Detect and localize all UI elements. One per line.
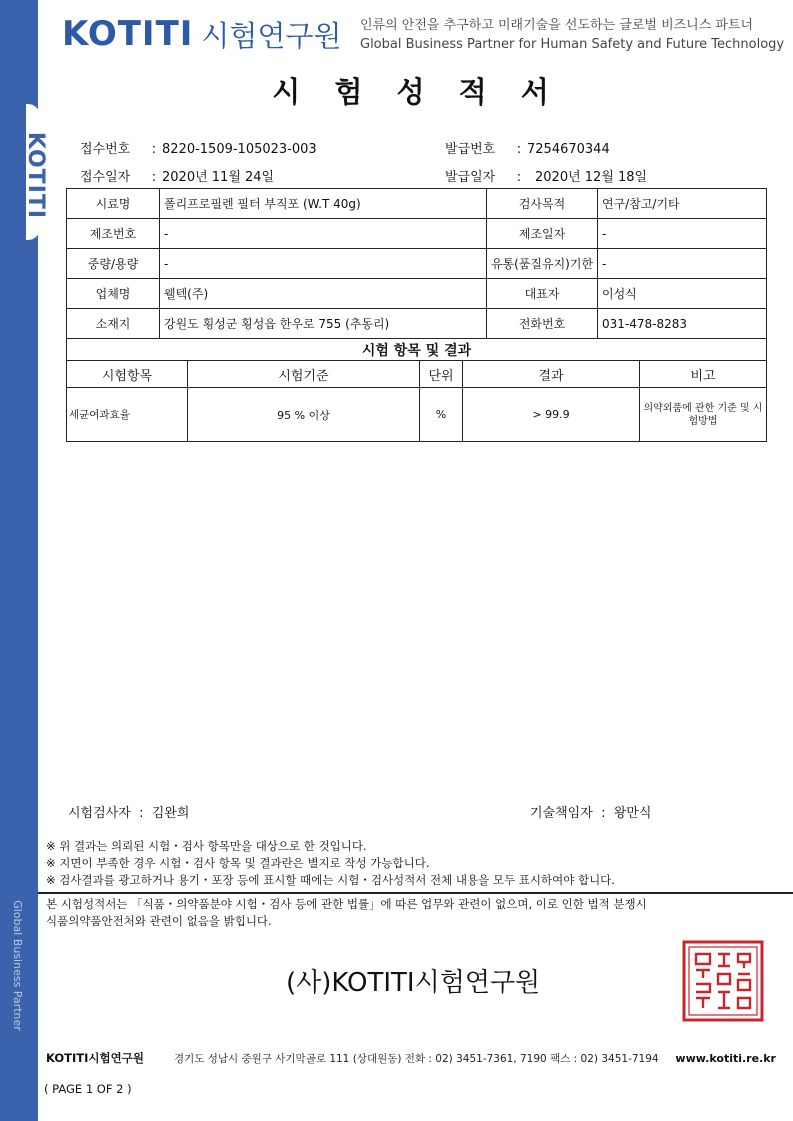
tagline-en: Global Business Partner for Human Safety and Future Technology: [360, 37, 785, 52]
address-label: 소재지: [67, 309, 160, 339]
note-2: ※ 지면이 부족한 경우 시험・검사 항목 및 결과란은 별지로 작성 가능합니다.: [46, 856, 430, 870]
company-label: 업체명: [67, 279, 160, 309]
expiry-value: -: [598, 249, 766, 279]
results-header-item: 시험항목: [67, 361, 188, 388]
result-remark: 의약외품에 관한 기준 및 시험방법: [643, 402, 763, 427]
footer-org-name: KOTITI시험연구원: [46, 1051, 144, 1065]
mfg-date-label: 제조일자: [487, 219, 598, 249]
result-unit: %: [420, 388, 463, 441]
address-value: 강원도 횡성군 횡성읍 한우로 755 (추동리): [160, 309, 487, 339]
law-line-1: 본 시험성적서는 「식품・의약품분야 시험・검사 등에 관한 법률」에 따른 업무와 관련이 없으며, 이로 인한 법적 분쟁시: [46, 897, 647, 911]
tagline-ko: 인류의 안전을 추구하고 미래기술을 선도하는 글로벌 비즈니스 파트너: [360, 18, 754, 33]
mfg-date: -: [598, 219, 766, 249]
footer-website-link[interactable]: www.kotiti.re.kr: [675, 1051, 776, 1065]
note-3: ※ 검사결과를 광고하거나 용기・포장 등에 표시할 때에는 시험・검사성적서 전체 내용을 모두 표시하여야 합니다.: [46, 873, 615, 887]
receipt-number: 접수번호 : 8220-1509-105023-003: [80, 142, 317, 157]
footer-address: 경기도 성남시 중원구 사기막골로 111 (상대원동) 전화 : 02) 3451-7361, 7190 팩스 : 02) 3451-7194: [173, 1052, 659, 1065]
company-value: 웰텍(주): [160, 279, 487, 309]
header-tagline: [360, 16, 784, 54]
expiry-label: 유통(품질유지)기한: [487, 249, 598, 279]
document-title: 시 험 성 적 서: [272, 75, 561, 109]
logo-en: KOTITI: [62, 14, 194, 54]
side-vertical-text: Global Business Partner: [10, 899, 24, 1031]
tech-manager-signature: 기술책임자 : 왕만식: [530, 806, 652, 821]
results-header-remark: 비고: [640, 361, 766, 388]
official-seal-icon: [682, 940, 764, 1022]
sample-name: 폴리프로필렌 필터 부직포 (W.T 40g): [160, 189, 487, 219]
result-standard: 95 % 이상: [188, 388, 420, 441]
weight-label: 중량/용량: [67, 249, 160, 279]
page-indicator: ( PAGE 1 OF 2 ): [44, 1082, 132, 1096]
phone-label: 전화번호: [487, 309, 598, 339]
result-item: 세균여과효율: [67, 388, 188, 441]
weight-value: -: [160, 249, 487, 279]
footer: [46, 1050, 776, 1066]
sample-table: [66, 188, 767, 442]
tester-signature: 시험검사자 : 김완희: [68, 806, 190, 821]
result-value: > 99.9: [463, 388, 640, 441]
results-header-result: 결과: [463, 361, 640, 388]
results-section-title: 시험 항목 및 결과: [67, 339, 766, 361]
purpose-value: 연구/참고/기타: [598, 189, 766, 219]
phone-value: 031-478-8283: [598, 309, 766, 339]
purpose-label: 검사목적: [487, 189, 598, 219]
law-line-2: 식품의약품안전처와 관련이 없음을 밝힙니다.: [46, 914, 272, 928]
mfg-no: -: [160, 219, 487, 249]
results-header-unit: 단위: [420, 361, 463, 388]
header-logo: [62, 14, 342, 54]
representative-label: 대표자: [487, 279, 598, 309]
logo-ko: 시험연구원: [201, 18, 342, 53]
results-header-standard: 시험기준: [188, 361, 420, 388]
notes: [46, 838, 615, 889]
note-1: ※ 위 결과는 의뢰된 시험・검사 항목만을 대상으로 한 것입니다.: [46, 839, 367, 853]
mfg-no-label: 제조번호: [67, 219, 160, 249]
issue-date: 발급일자 : 2020년 12월 18일: [445, 170, 648, 185]
side-logo: KOTITI: [23, 131, 49, 219]
divider: [38, 892, 793, 894]
receipt-date: 접수일자 : 2020년 11월 24일: [80, 170, 275, 185]
issue-number: 발급번호 : 7254670344: [445, 142, 610, 157]
representative-value: 이성식: [598, 279, 766, 309]
issuer-name: (사)KOTITI시험연구원: [286, 968, 541, 998]
law-disclaimer: [46, 896, 647, 930]
sample-name-label: 시료명: [67, 189, 160, 219]
